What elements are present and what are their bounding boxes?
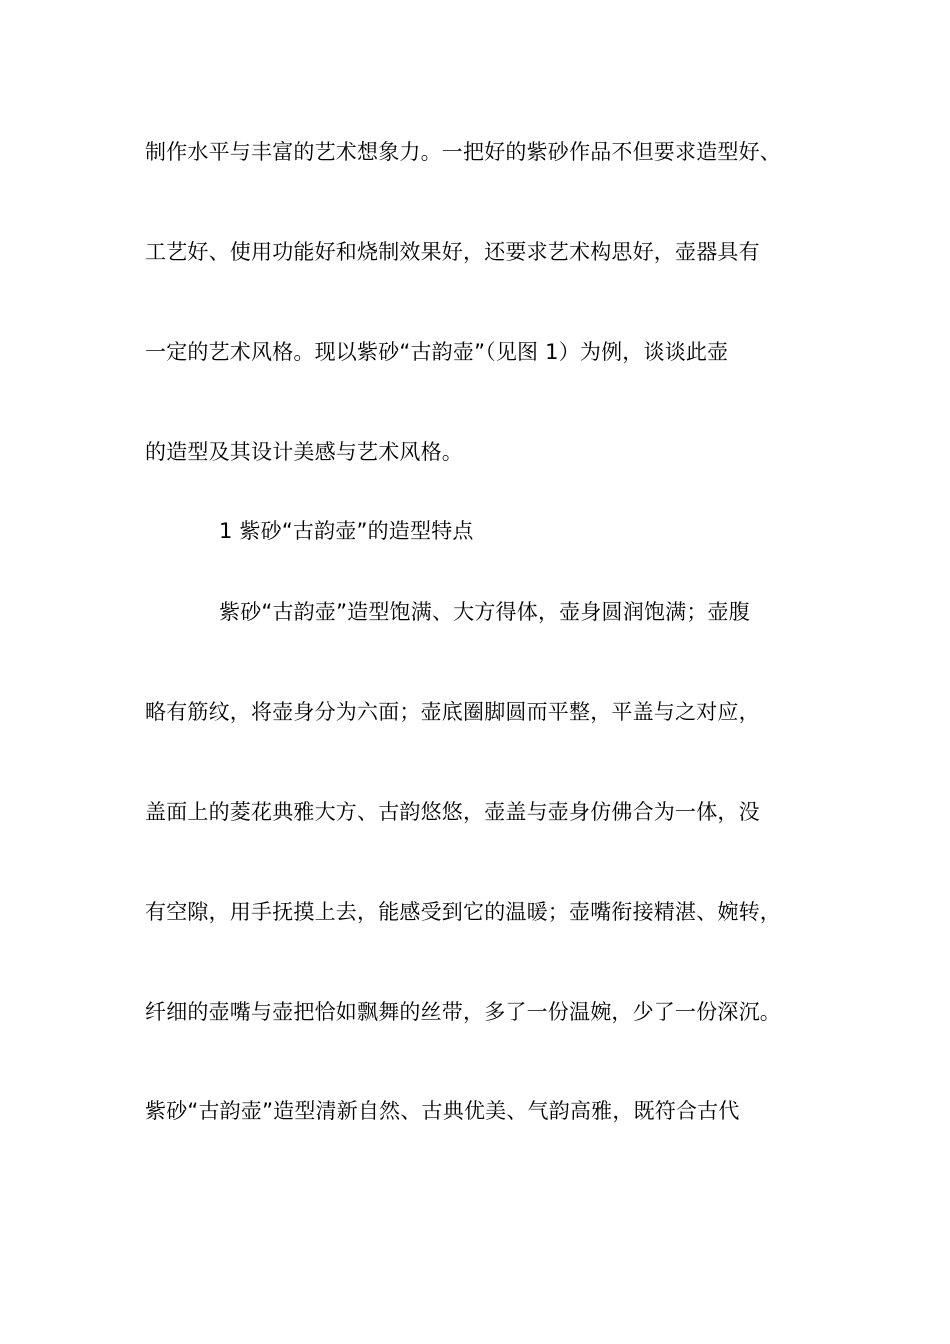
- paragraph-line-3: 一定的艺术风格。现以紫砂“古韵壶”（见图 1）为例，谈谈此壶: [145, 340, 729, 364]
- paragraph-line-1: 制作水平与丰富的艺术想象力。一把好的紫砂作品不但要求造型好、: [145, 140, 781, 164]
- paragraph-line-8: 有空隙，用手抚摸上去，能感受到它的温暖；壶嘴衔接精湛、婉转，: [145, 900, 781, 924]
- paragraph-line-10: 紫砂“古韵壶”造型清新自然、古典优美、气韵高雅，既符合古代: [145, 1099, 740, 1123]
- paragraph-line-7: 盖面上的菱花典雅大方、古韵悠悠，壶盖与壶身仿佛合为一体，没: [145, 800, 760, 824]
- paragraph-line-9: 纤细的壶嘴与壶把恰如飘舞的丝带，多了一份温婉，少了一份深沉。: [145, 1000, 781, 1024]
- section-heading: 1 紫砂“古韵壶”的造型特点: [219, 519, 474, 543]
- paragraph-line-6: 略有筋纹，将壶身分为六面；壶底圈脚圆而平整，平盖与之对应，: [145, 700, 760, 724]
- paragraph-line-4: 的造型及其设计美感与艺术风格。: [145, 440, 463, 464]
- paragraph-line-2: 工艺好、使用功能好和烧制效果好，还要求艺术构思好，壶器具有: [145, 240, 760, 264]
- paragraph-line-5: 紫砂“古韵壶”造型饱满、大方得体，壶身圆润饱满；壶腹: [219, 600, 750, 624]
